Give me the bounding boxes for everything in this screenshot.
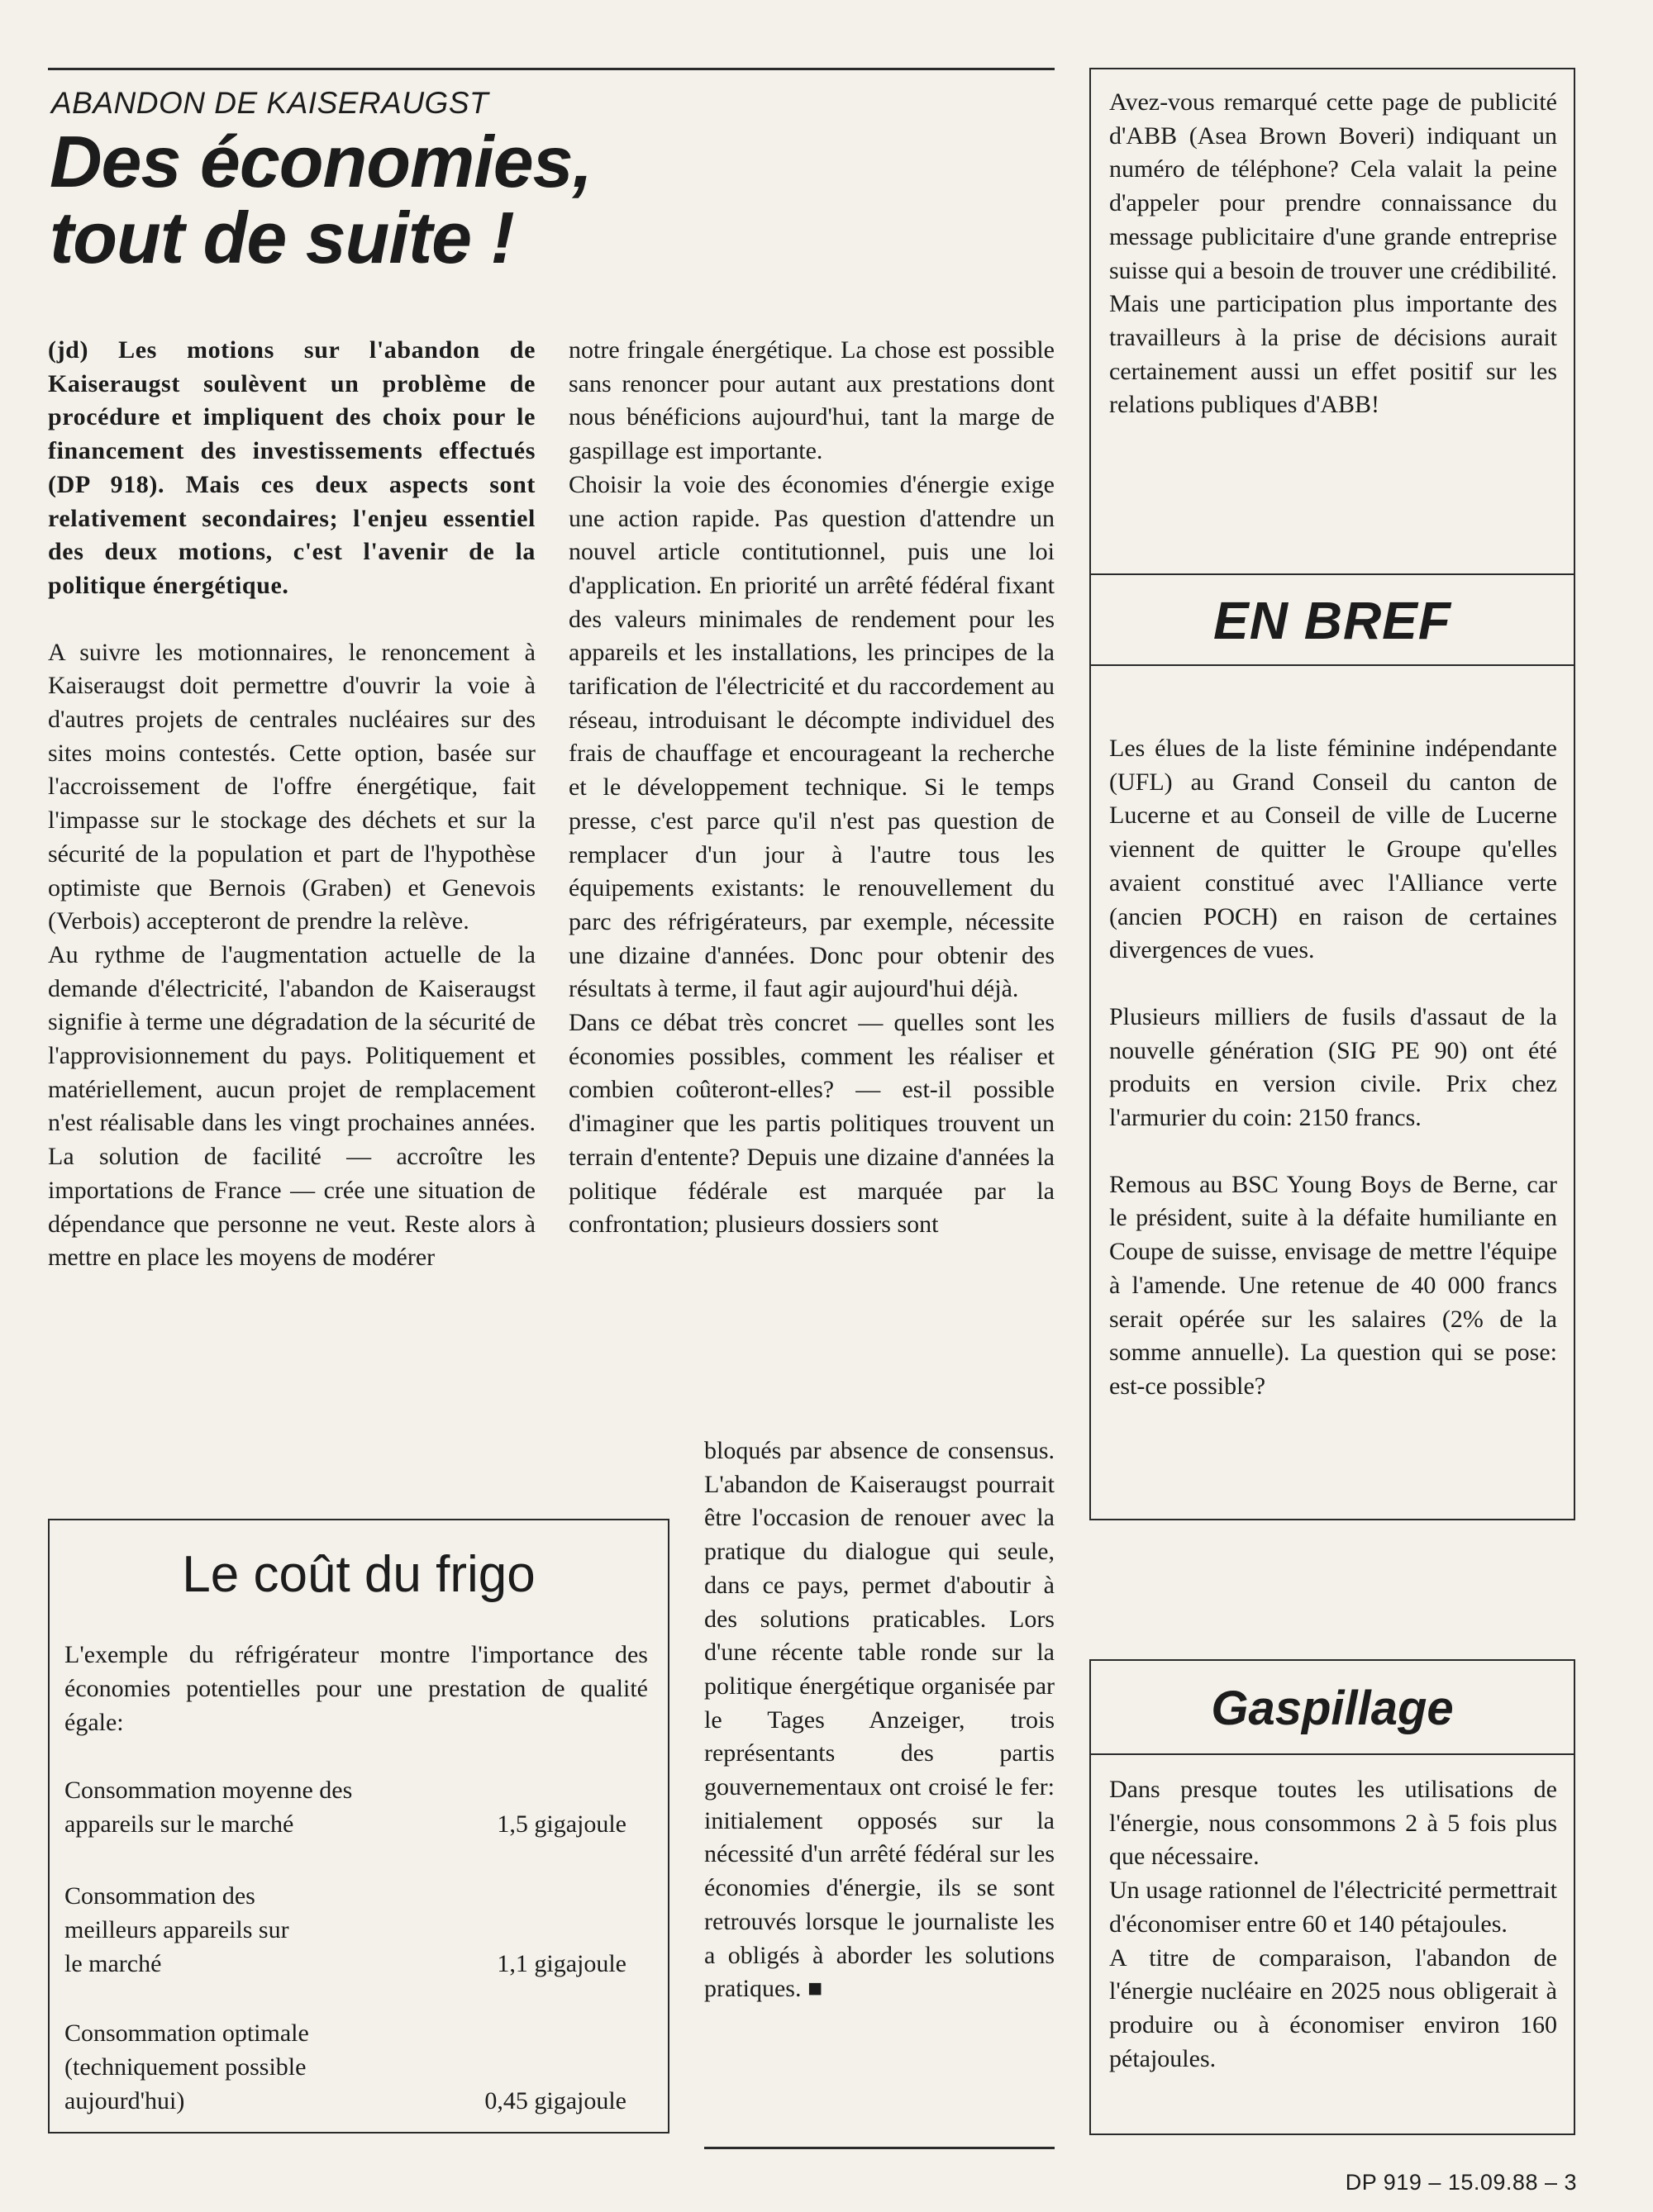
- abb-box: [1089, 68, 1575, 573]
- en-bref-box: [1089, 573, 1575, 1520]
- consumption-value: 1,5 gigajoule: [497, 1810, 626, 1838]
- consumption-row: [64, 1773, 626, 1841]
- en-bref-body: [1109, 732, 1557, 1437]
- consumption-value: 0,45 gigajoule: [484, 2087, 626, 2114]
- consumption-label: Consommation des meilleurs appareils sur le marché: [64, 1882, 289, 1977]
- gaspillage-divider: [1091, 1753, 1574, 1755]
- gaspillage-paragraph: Dans presque toutes les utilisations de l'énergie, nous consommons 2 à 5 fois plus que nécessaire.: [1109, 1776, 1557, 1871]
- article-headline: [50, 121, 593, 278]
- gaspillage-box: [1089, 1659, 1575, 2135]
- consumption-value: 1,1 gigajoule: [497, 1950, 626, 1977]
- consumption-label: Consommation moyenne des appareils sur le marché: [64, 1777, 353, 1838]
- frigo-box: [48, 1519, 669, 2134]
- article-paragraph: Dans ce débat très concret — quelles sont les économies possibles, comment les réaliser et combien coûteront-elles? — est-il possible d'imaginer que les partis politiques trouvent un terrain d'entente? Depuis une dizaine d'années la politique fédérale est marquée par la confrontation; plusieurs dossiers sont: [569, 1009, 1055, 1239]
- top-rule: [48, 68, 1055, 70]
- article-lead: (jd) Les motions sur l'abandon de Kaiseraugst soulèvent un problème de procédure et impliquent des choix pour le financement des investissements effectués (DP 918). Mais ces deux aspects sont relativement secondaires; l'enjeu essentiel des deux motions, c'est l'avenir de la politique énergétique.: [48, 336, 536, 599]
- frigo-box-title: Le coût du frigo: [182, 1546, 536, 1603]
- article-column-2-continued: [704, 1434, 1055, 2006]
- bottom-rule: [704, 2147, 1055, 2149]
- en-bref-title: EN BREF: [1213, 591, 1451, 650]
- article-paragraph: Au rythme de l'augmentation actuelle de la demande d'électricité, l'abandon de Kaiseraugst signifie à terme une dégradation de la sécurité de l'approvisionnement du pays. Politiquement et matériellement, aucun projet de remplacement n'est réalisable dans les vingt prochaines années. La solution de facilité — accroître les importations de France — crée une situation de dépendance que personne ne veut. Reste alors à mettre en place les moyens de modérer: [48, 940, 536, 1272]
- consumption-row: [64, 2016, 626, 2118]
- article-kicker: ABANDON DE KAISERAUGST: [51, 86, 489, 120]
- headline-line-1: Des économies,: [50, 121, 593, 202]
- abb-box-text: Avez-vous remarqué cette page de publicité d'ABB (Asea Brown Boveri) indiquant un numéro de téléphone? Cela valait la peine d'appeler pour prendre connaissance du message publicitaire d'une grande entreprise suisse qui a besoin de trouver une crédibilité. Mais une participation plus importante des travailleurs à la prise de décisions aurait certainement aussi un effet positif sur les relations publiques d'ABB!: [1109, 88, 1557, 419]
- en-bref-item: Plusieurs milliers de fusils d'assaut de la nouvelle génération (SIG PE 90) ont été produits en version civile. Prix chez l'armurier du coin: 2150 francs.: [1109, 1002, 1557, 1132]
- gaspillage-title: Gaspillage: [1211, 1682, 1454, 1735]
- headline-line-2: tout de suite !: [50, 197, 514, 278]
- article-paragraph: Choisir la voie des économies d'énergie exige une action rapide. Pas question d'attendre un nouvel article contitutionnel, puis une loi d'application. En priorité un arrêté fédéral fixant des valeurs minimales de rendement pour les appareils et les installations, les principes de la tarification de l'électricité et du raccordement au réseau, introduisant le décompte individuel des frais de chauffage et encourageant la recherche et le développement technique. Si le temps presse, c'est parce qu'il n'est pas question de remplacer d'un jour à l'autre tous les équipements existants: le renouvellement du parc des réfrigérateurs, par exemple, nécessite une dizaine d'années. Donc pour obtenir des résultats à terme, il faut agir aujourd'hui déjà.: [569, 470, 1055, 1003]
- article-column-2: [569, 334, 1055, 1242]
- article-paragraph: A suivre les motionnaires, le renoncement à Kaiseraugst doit permettre d'ouvrir la voie à d'autres projets de centrales nucléaires sur des sites moins contestés. Cette option, basée sur l'accroissement de l'offre énergétique, fait l'impasse sur le stockage des déchets et sur la sécurité de la population et part de l'hypothèse optimiste que Bernois (Graben) et Genevois (Verbois) accepteront de prendre la relève.: [48, 638, 536, 935]
- article-paragraph: bloqués par absence de consensus. L'abandon de Kaiseraugst pourrait être l'occasion de renouer avec la pratique du dialogue qui seule, dans ce pays, permet d'aboutir à des solutions praticables. Lors d'une récente table ronde sur la politique énergétique organisée par le Tages Anzeiger, trois représentants des partis gouvernementaux ont croisé le fer: initialement opposés sur la nécessité d'un arrêté fédéral sur les économies d'énergie, ils se sont retrouvés lorsque le journaliste les a obligés à aborder les solutions pratiques. ■: [704, 1437, 1055, 2003]
- en-bref-divider: [1091, 664, 1574, 666]
- gaspillage-body: [1109, 1773, 1557, 2076]
- en-bref-item: Les élues de la liste féminine indépendante (UFL) au Grand Conseil du canton de Lucerne et au Conseil de ville de Lucerne viennent de quitter le Groupe qu'elles avaient constitué avec l'Alliance verte (ancien POCH) en raison de certaines divergences de vues.: [1109, 735, 1557, 964]
- gaspillage-paragraph: Un usage rationnel de l'électricité permettrait d'économiser entre 60 et 140 pétajoules.: [1109, 1877, 1557, 1938]
- consumption-row: [64, 1879, 626, 1981]
- page-footer: DP 919 – 15.09.88 – 3: [1345, 2170, 1577, 2195]
- en-bref-item: Remous au BSC Young Boys de Berne, car le président, suite à la défaite humiliante en Coupe de suisse, envisage de mettre l'équipe à l'amende. Une retenue de 40 000 francs serait opérée sur les salaires (2% de la somme annuelle). La question qui se pose: est-ce possible?: [1109, 1170, 1557, 1400]
- frigo-box-intro: L'exemple du réfrigérateur montre l'importance des économies potentielles pour une prestation de qualité égale:: [64, 1641, 648, 1736]
- article-paragraph: notre fringale énergétique. La chose est possible sans renoncer pour autant aux prestations dont nous bénéficions aujourd'hui, tant la marge de gaspillage est importante.: [569, 336, 1055, 465]
- consumption-label: Consommation optimale (techniquement possible aujourd'hui): [64, 2019, 309, 2114]
- article-column-1: [48, 334, 536, 1275]
- gaspillage-paragraph: A titre de comparaison, l'abandon de l'énergie nucléaire en 2025 nous obligerait à produire ou à économiser environ 160 pétajoules.: [1109, 1943, 1557, 2072]
